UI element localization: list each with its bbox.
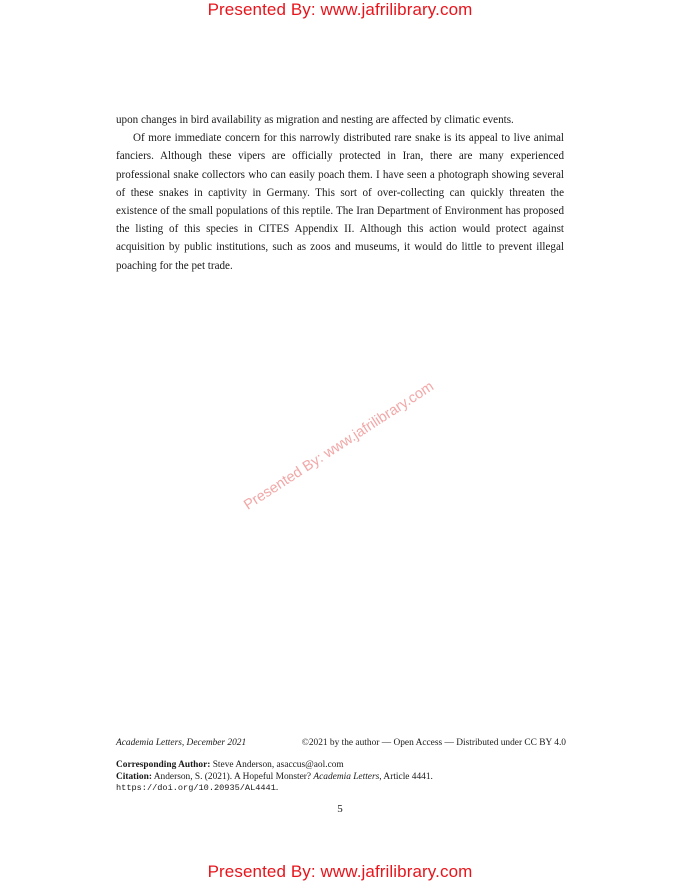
corresponding-author-label: Corresponding Author: [116,760,211,770]
footer-citation-block [116,760,566,795]
footer-license: ©2021 by the author — Open Access — Distributed under CC BY 4.0 [301,738,566,748]
citation-label: Citation: [116,771,152,782]
citation-line [116,772,566,784]
corresponding-author-value: Steve Anderson, asaccus@aol.com [210,760,344,770]
paragraph-continued: upon changes in bird availability as migration and nesting are affected by climatic events. [116,114,514,126]
watermark: Presented By: www.jafrilibrary.com [241,378,437,514]
bottom-banner: Presented By: www.jafrilibrary.com [207,862,473,881]
article-body [116,111,564,275]
page-number: 5 [337,803,343,815]
citation-suffix: , Article 4441. [379,771,433,782]
citation-journal: Academia Letters [313,771,380,782]
footer-journal: Academia Letters, December 2021 [116,738,247,748]
doi-line [116,783,566,795]
citation-prefix: Anderson, S. (2021). A Hopeful Monster? [151,771,314,782]
top-banner: Presented By: www.jafrilibrary.com [207,0,473,19]
doi-link[interactable]: https://doi.org/10.20935/AL4441 [116,783,276,794]
footer-journal-line [116,738,566,748]
doi-period: . [275,783,279,794]
paragraph-collecting: Of more immediate concern for this narrowly distributed rare snake is its appeal to live animal fanciers. Although these vipers are officially protected in Iran, there are many experienced professional snake collectors who can easily poach them. I have seen a photograph showing several of these snakes in captivity in Germany. This sort of over-collecting can quickly threaten the existence of the small populations of this reptile. The Iran Department of Environment has proposed the listing of this species in CITES Appendix II. Although this action would protect against acquisition by public institutions, such as zoos and museums, it would do little to prevent illegal poaching for the pet trade. [116,132,564,272]
corresponding-author-line [116,760,566,772]
